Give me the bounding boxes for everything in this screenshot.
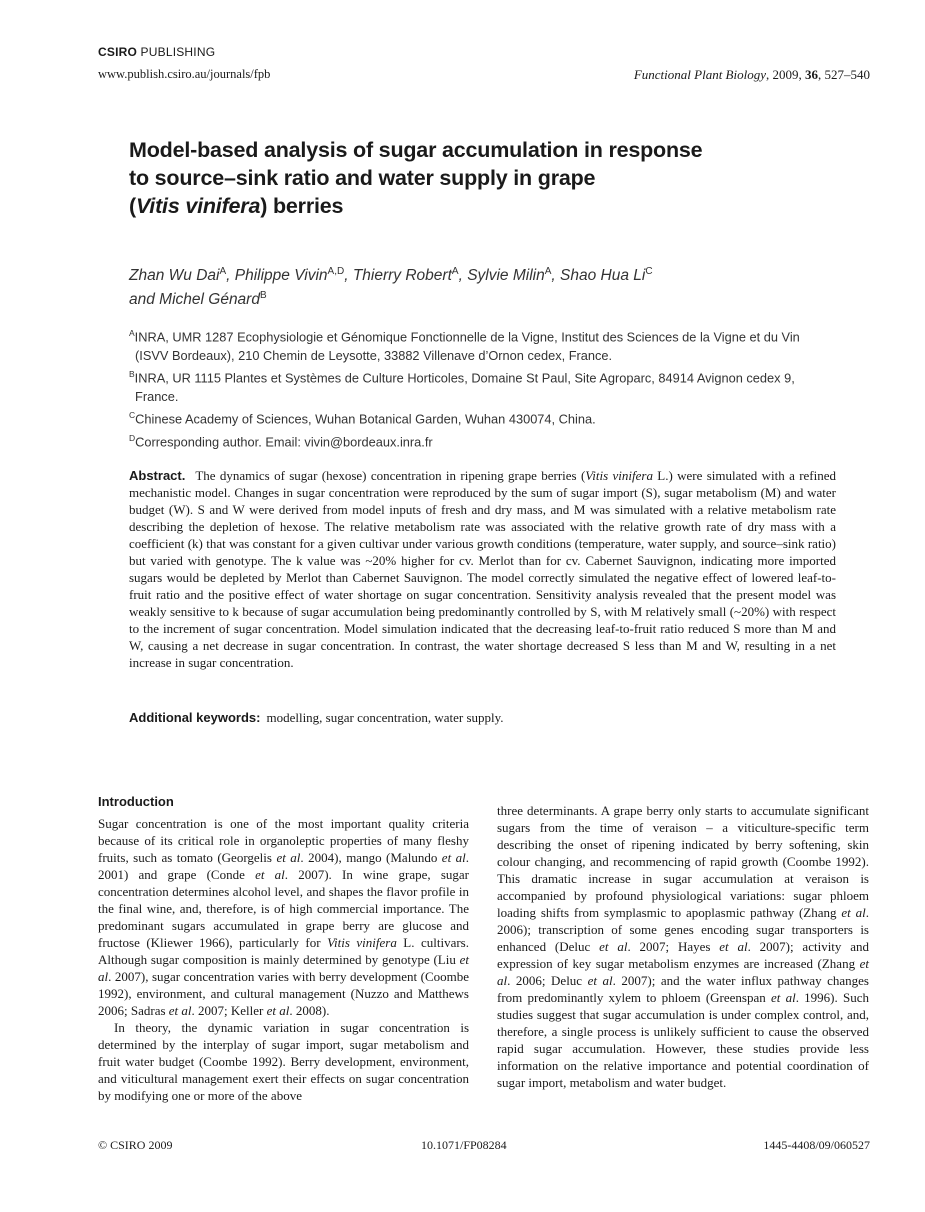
author-name: Shao Hua Li bbox=[560, 267, 646, 285]
text-run: In theory, the dynamic variation in sugar concentration is determined by the interplay of sugar import, sugar metabolism and fruit water budget (Coombe 1992). Berry development, environment, and viticultural management exert their effects on sugar concentration by modifying one or more of the above bbox=[98, 1020, 469, 1103]
italic-run: et al bbox=[168, 1003, 192, 1018]
body-paragraph bbox=[98, 1019, 469, 1104]
affiliation-list bbox=[129, 324, 829, 452]
italic-run: et al bbox=[770, 990, 796, 1005]
text-run: . 1996). Such studies suggest that sugar accumulation is under complex control, and, therefore, a single process is unlikely sufficient to cause the observed rapid sugar accumulation. However, these studies provide less information on the relative importance and potential coordination of sugar import, metabolism and water budget. bbox=[497, 990, 869, 1090]
text-run: . 2007; Hayes bbox=[627, 939, 720, 954]
author-name: and Michel Génard bbox=[129, 291, 260, 309]
author-name: Philippe Vivin bbox=[234, 267, 328, 285]
publisher-name-rest: PUBLISHING bbox=[137, 45, 216, 59]
article-title bbox=[129, 136, 769, 220]
author-name: Thierry Robert bbox=[352, 267, 452, 285]
text-run: . 2007); activity and expression of key sugar metabolism enzymes are increased (Zhang bbox=[497, 939, 870, 971]
affiliation-item: $^B$INRA, UR 1115 Plantes et Systèmes de Culture Horticoles, Domaine St Paul, Site Agroparc, 84914 Avignon cedex 9, France. bbox=[129, 369, 795, 404]
journal-url[interactable]: www.publish.csiro.au/journals/fpb bbox=[98, 67, 271, 81]
journal-citation bbox=[634, 67, 870, 83]
journal-pages: , 527–540 bbox=[818, 67, 870, 82]
body-paragraph bbox=[98, 815, 469, 1019]
text-run: . 2007), sugar concentration varies with berry development (Coombe 1992), environment, and cultural management (Nuzzo and Matthews 2006; Sadras bbox=[98, 969, 469, 1018]
footer-copyright: © CSIRO 2009 bbox=[98, 1138, 173, 1152]
author-name: Sylvie Milin bbox=[467, 267, 545, 285]
footer-issn: 1445-4408/09/060527 bbox=[763, 1138, 870, 1152]
text-run: . 2006); transcription of some genes encoding sugar transporters is enhanced (Deluc bbox=[497, 905, 870, 954]
abstract: Abstract. The dynamics of sugar (hexose) concentration in ripening grape berries (Vitis vinifera L.) were simulated with a refined mechanistic model. Changes in sugar concentration were reproduced by the sum of sugar import (S), sugar metabolism (M) and water budget (W). S and W were derived from model inputs of fresh and dry mass, and M was simulated with a relative metabolism rate describing the depletion of hexose. The relative metabolism rate was associated with the relative growth rate of dry mass with a coefficient (k) that was constant for a given cultivar under various growth conditions (temperature, water supply, and source–sink ratio) but varied with genotype. The k value was ~20% higher for cv. Merlot than for cv. Cabernet Sauvignon, indicating more imported sugars would be depleted by Merlot than Cabernet Sauvignon. The model correctly simulated the negative effect of lowered leaf-to-fruit ratio and the positive effect of water shortage on sugar concentration. Sensitivity analysis revealed that the present model was weakly sensitive to k because of sugar accumulation being predominantly controlled by S, with M relatively small (~20%) with respect to the increment of sugar concentration. Model simulation indicated that the decreasing leaf-to-fruit ratio reduced S more than M and W, causing a net decrease in sugar concentration. In contrast, the water shortage decreased S less than M and W, resulting in a net increase in sugar concentration. bbox=[129, 468, 837, 670]
text-run: . 2004), mango (Malundo bbox=[300, 850, 442, 865]
italic-run: et al bbox=[255, 867, 285, 882]
italic-run: et al bbox=[599, 939, 628, 954]
author-affiliation-mark: A bbox=[451, 266, 459, 277]
abstract-label: Abstract. bbox=[129, 468, 186, 483]
italic-run: et al bbox=[719, 939, 748, 954]
journal-year: , 2009, bbox=[766, 67, 805, 82]
keywords bbox=[129, 710, 836, 726]
title-species: Vitis vinifera bbox=[135, 194, 261, 218]
italic-run: et al bbox=[266, 1003, 290, 1018]
publisher-name bbox=[98, 45, 215, 59]
italic-run: et al bbox=[497, 956, 869, 988]
body-column-left bbox=[98, 793, 469, 1104]
text-run: . 2007). In wine grape, sugar concentration determines alcohol level, and shapes the flavor profile in the final wine, and, therefore, is of high commercial importance. The predominant sugars accumulated in grape berry are glucose and fructose (Kliewer 1966), particularly for bbox=[98, 867, 469, 950]
journal-name: Functional Plant Biology bbox=[633, 67, 766, 82]
text-run: Sugar concentration is one of the most important quality criteria because of its critical role in organoleptic properties of many fleshy fruits, such as tomato (Georgelis bbox=[98, 816, 469, 865]
author-name: Zhan Wu Dai bbox=[129, 267, 220, 285]
body-paragraph bbox=[497, 802, 869, 1091]
author-affiliation-mark: A bbox=[219, 266, 227, 277]
author-affiliation-mark: B bbox=[259, 290, 267, 302]
italic-run: et al bbox=[98, 952, 469, 984]
journal-volume: 36 bbox=[805, 67, 818, 82]
affiliation-item: $^D$Corresponding author. Email: vivin@bordeaux.inra.fr bbox=[129, 432, 433, 450]
text-run: . 2008). bbox=[289, 1003, 330, 1018]
affiliation-item: $^C$Chinese Academy of Sciences, Wuhan Botanical Garden, Wuhan 430074, China. bbox=[129, 410, 596, 427]
italic-run: Vitis vinifera bbox=[327, 935, 397, 950]
author-affiliation-mark: A,D bbox=[327, 266, 345, 277]
title-line-3: (Vitis vinifera) berries bbox=[129, 194, 344, 218]
italic-run: et al bbox=[587, 973, 613, 988]
text-run: . 2001) and grape (Conde bbox=[98, 850, 470, 882]
title-line-2: to source–sink ratio and water supply in grape bbox=[129, 166, 596, 190]
text-run: L. cultivars. Although sugar composition is mainly determined by genotype (Liu bbox=[98, 935, 469, 967]
author-affiliation-mark: A bbox=[544, 266, 552, 277]
affiliation-item: $^A$INRA, UMR 1287 Ecophysiologie et Génomique Fonctionnelle de la Vigne, Institut des Sciences de la Vigne et du Vin (ISVV Bordeaux), 210 Chemin de Leysotte, 33882 Villenave d’Ornon cedex, France. bbox=[129, 328, 800, 363]
keywords-label: Additional keywords: bbox=[129, 710, 261, 725]
author-list: Zhan Wu Dai$^A$, Philippe Vivin$^{A,D}$, Thierry Robert$^A$, Sylvie Milin$^A$, Shao Hua $Li^C$ and Michel Génard$^B$ bbox=[129, 266, 653, 309]
section-heading-introduction: Introduction bbox=[98, 794, 174, 809]
italic-run: et al bbox=[841, 905, 866, 920]
footer-doi[interactable]: 10.1071/FP08284 bbox=[421, 1138, 507, 1152]
body-column-right bbox=[497, 802, 869, 1091]
author-affiliation-mark: C bbox=[645, 266, 653, 277]
italic-run: et al bbox=[441, 850, 466, 865]
keywords-text: modelling, sugar concentration, water supply. bbox=[266, 710, 504, 725]
italic-run: et al bbox=[276, 850, 301, 865]
text-run: . 2007; Keller bbox=[191, 1003, 267, 1018]
text-run: . 2007); and the water influx pathway changes from predominantly xylem to phloem (Greenspan bbox=[497, 973, 869, 1005]
text-run: . 2006; Deluc bbox=[507, 973, 588, 988]
publisher-name-bold: CSIRO bbox=[98, 45, 138, 59]
title-line-1: Model-based analysis of sugar accumulation in response bbox=[129, 138, 703, 162]
text-run: three determinants. A grape berry only starts to accumulate significant sugars from the time of veraison – a viticulture-specific term describing the onset of ripening indicated by berry softening, skin colour changing, and recommencing of rapid growth (Coombe 1992). This dramatic increase in sugar accumulation at veraison is accompanied by profound physiological variations: sugar phloem loading shifts from symplasmic to apoplasmic pathway (Zhang bbox=[497, 803, 869, 920]
